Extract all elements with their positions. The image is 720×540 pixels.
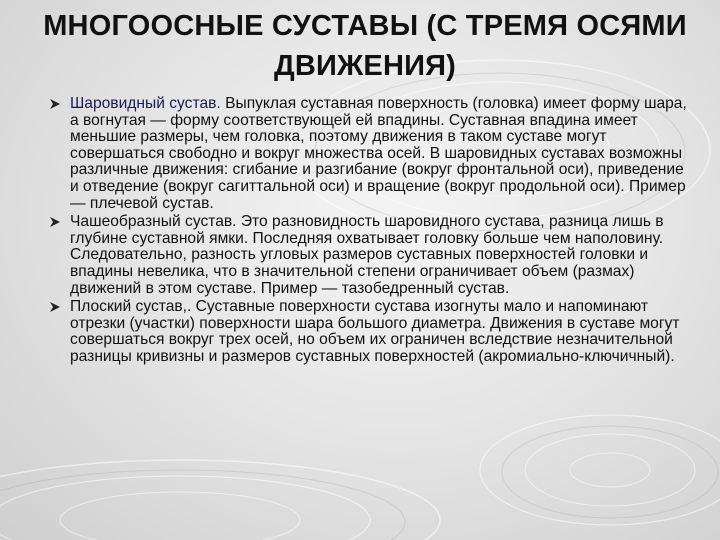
arrowhead-bullet-icon <box>50 302 60 312</box>
bullet-list <box>50 96 690 366</box>
list-item-text <box>70 299 690 365</box>
list-item <box>50 96 690 212</box>
list-item-text <box>70 214 690 297</box>
slide-title: МНОГООСНЫЕ СУСТАВЫ (С ТРЕМЯ ОСЯМИ ДВИЖЕНИЯ) <box>43 10 687 82</box>
list-item-body: Выпуклая суставная поверхность (головка) имеет форму шара, а вогнутая — форму соответствующей ей впадины. Суставная впадина имеет меньшие размеры, чем головка, поэтому движения в таком суставе могут совершаться свободно и вокруг множества осей. В шаровидных суставах возможны различные движения: сгибание и разгибание (вокруг фронтальной оси), приведение и отведение (вокруг сагиттальной оси) и вращение (вокруг продольной оси). Пример — плечевой сустав. <box>70 95 687 212</box>
list-item <box>50 214 690 297</box>
list-item-body: Чашеобразный сустав. Это разновидность шаровидного сустава, разница лишь в глубине суставной ямки. Последняя охватывает головку больше чем наполовину. Следовательно, разность угловых размеров суставных поверхностей головки и впадины невелика, что в значительной степени ограничивает объем (размах) движений в этом суставе. Пример — тазобедренный сустав. <box>70 213 664 297</box>
list-item-body: Плоский сустав,. Суставные поверхности сустава изогнуты мало и напоминают отрезки (участки) поверхности шара большого диаметра. Движения в суставе могут совершаться вокруг трех осей, но объем их ограничен вследствие незначительной разницы кривизны и размеров суставных поверхностей (акромиально-ключичный). <box>70 298 680 365</box>
arrowhead-bullet-icon <box>50 99 60 109</box>
list-item-lead: Шаровидный сустав. <box>70 95 221 112</box>
list-item-text <box>70 96 690 212</box>
list-item <box>50 299 690 365</box>
arrowhead-bullet-icon <box>50 217 60 227</box>
